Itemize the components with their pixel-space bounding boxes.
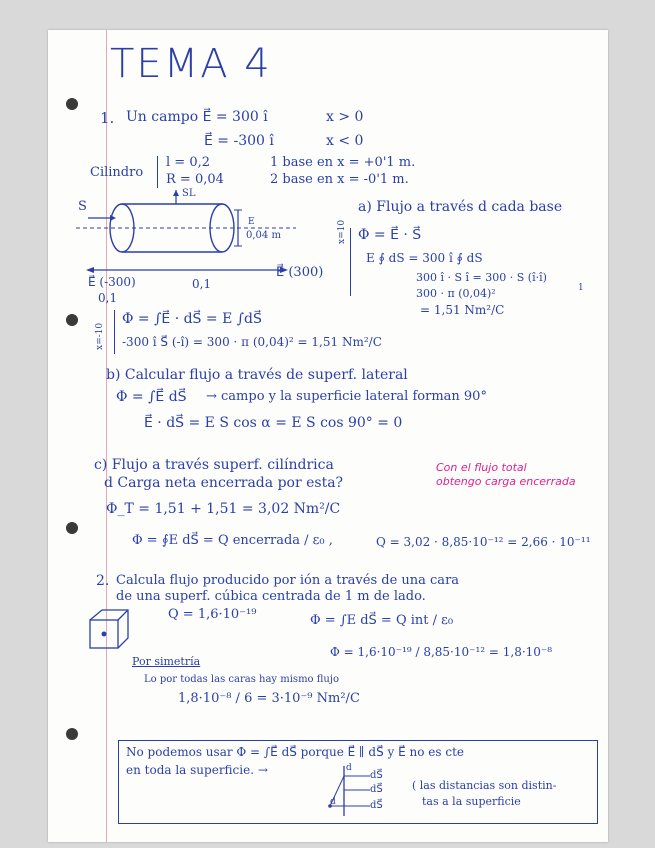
note-side-2: tas a la superficie [422, 795, 521, 808]
part-a-label: a) Flujo a través d cada base [358, 199, 563, 215]
part-b-formula-2: E⃗ · dS⃗ = E S cos α = E S cos 90° = 0 [144, 415, 403, 431]
punch-hole [66, 98, 78, 110]
part-c-side-note-1: Con el flujo total [436, 461, 527, 474]
part-a-formula-2: E ∮ dS = 300 î ∮ dS [366, 251, 483, 265]
problem-2-result: 1,8·10⁻⁸ / 6 = 3·10⁻⁹ Nm²/C [178, 691, 360, 706]
distance-label-2: d [330, 797, 336, 807]
margin-line [106, 30, 107, 842]
p1-cond-negative: x < 0 [326, 133, 364, 149]
distance-label-1: d [346, 763, 352, 773]
divider [114, 310, 115, 354]
part-b-label: b) Calcular flujo a través de superf. lateral [106, 367, 408, 383]
cube-figure [88, 608, 132, 652]
problem-2-number: 2. [96, 573, 110, 589]
ds-label-3: dS⃗ [370, 800, 383, 811]
problem-2-line-2: de una superf. cúbica centrada de 1 m de lado. [116, 589, 426, 604]
p1-length: l = 0,2 [166, 155, 210, 170]
part-a-side-note: x=10 [337, 219, 347, 244]
fig-radius-label: 0,04 m [246, 230, 281, 241]
punch-hole [66, 522, 78, 534]
problem-2-line-1: Calcula flujo producido por ión a través de una cara [116, 573, 460, 588]
fig-surface-label: S [78, 199, 87, 214]
problem-1-number: 1. [100, 109, 115, 127]
distance-figure [330, 762, 400, 820]
problem-2-formula-2: Φ = 1,6·10⁻¹⁹ / 8,85·10⁻¹² = 1,8·10⁻⁸ [330, 645, 553, 659]
page-title: TEMA 4 [110, 41, 272, 87]
part-a-formula-3: 300 î · S î = 300 · S (î·î) [416, 271, 547, 284]
note-line-2: en toda la superficie. → [126, 763, 268, 777]
note-side-1: ( las distancias son distin- [412, 779, 557, 792]
fig-left-field: E⃗ (-300) [88, 275, 136, 289]
symmetry-note: Lo por todas las caras hay mismo flujo [144, 674, 339, 685]
fig-left-distance: 0,1 [98, 291, 118, 305]
part-a-formula-4: 300 · π (0,04)² [416, 287, 496, 300]
p1-field-positive: Un campo E⃗ = 300 î [126, 109, 268, 125]
fig-e-label: E [248, 217, 255, 227]
part-c-label-2: d Carga neta encerrada por esta? [104, 475, 344, 491]
p1-radius: R = 0,04 [166, 172, 224, 187]
punch-hole [66, 314, 78, 326]
p1-field-negative: E⃗ = -300 î [204, 133, 274, 149]
p1-base-1: 1 base en x = +0'1 m. [270, 155, 416, 170]
flux-formula-1: Φ = ∫E⃗ · dS⃗ = E ∫dS⃗ [122, 311, 262, 327]
part-c-gauss-law: Φ = ∮E dS⃗ = Q encerrada / ε₀ , [132, 533, 333, 548]
problem-2-charge: Q = 1,6·10⁻¹⁹ [168, 607, 257, 622]
part-b-formula-1: Φ = ∫E⃗ dS⃗ [116, 389, 187, 405]
note-line-1: No podemos usar Φ = ∫E⃗ dS⃗ porque E⃗ ∥ dS⃗ y E⃗ no es cte [126, 745, 464, 759]
part-a-formula-1: Φ = E⃗ · S⃗ [358, 227, 422, 243]
p1-cylinder-label: Cilindro [90, 165, 144, 180]
ds-label-1: dS⃗ [370, 770, 383, 781]
part-c-side-note-2: obtengo carga encerrada [436, 475, 576, 488]
part-c-total-flux: Φ_T = 1,51 + 1,51 = 3,02 Nm²/C [106, 501, 341, 517]
p1-cond-positive: x > 0 [326, 109, 364, 125]
part-a-unit-one: 1 [578, 283, 584, 293]
notebook-page [48, 30, 608, 842]
part-a-result: = 1,51 Nm²/C [420, 303, 505, 317]
fig-lateral-label: SL [182, 188, 196, 199]
problem-2-formula-1: Φ = ∫E dS⃗ = Q int / ε₀ [310, 613, 454, 628]
symmetry-label: Por simetría [132, 655, 201, 668]
fig-right-field: E⃗ (300) [276, 265, 324, 280]
fig-mid-distance: 0,1 [192, 277, 212, 291]
p1-base-2: 2 base en x = -0'1 m. [270, 172, 409, 187]
part-c-charge: Q = 3,02 · 8,85·10⁻¹² = 2,66 · 10⁻¹¹ [376, 535, 591, 549]
divider [350, 228, 351, 296]
ds-label-2: dS⃗ [370, 784, 383, 795]
part-c-label-1: c) Flujo a través superf. cilíndrica [94, 457, 334, 473]
divider [157, 156, 158, 188]
punch-hole [66, 728, 78, 740]
part-b-side-note: x=-10 [95, 322, 105, 350]
part-b-note: → campo y la superficie lateral forman 90° [206, 389, 487, 404]
flux-formula-2: -300 î S⃗ (-î) = 300 · π (0,04)² = 1,51 Nm²/C [122, 335, 382, 349]
